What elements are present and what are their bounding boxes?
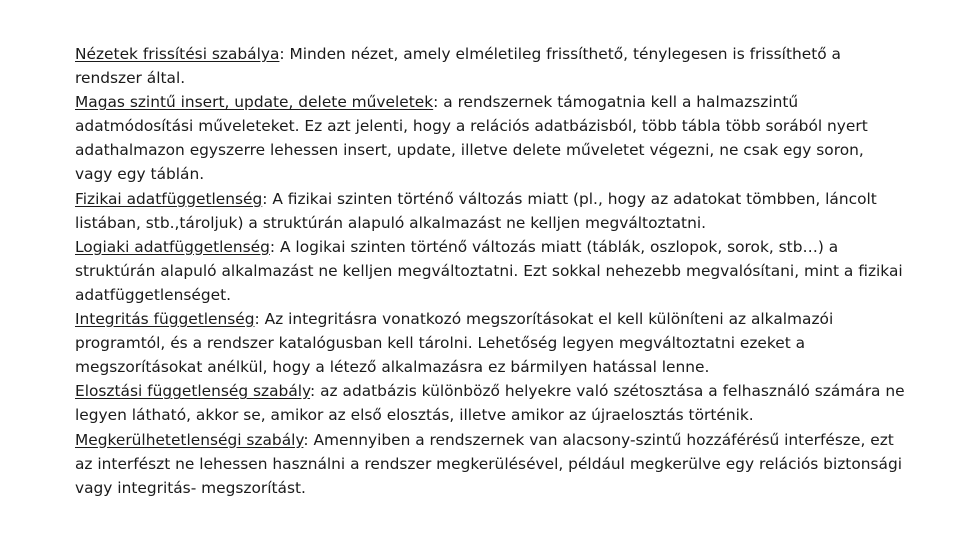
rule-distribution-independence — [75, 379, 905, 427]
rule-integrity-independence — [75, 307, 905, 379]
rule-text: : Az integritásra vonatkozó megszorításokat el kell különíteni az alkalmazói programtól, és a rendszer katalógusban kell tárolni. Lehetőség legyen megváltoztatni ezeket a megszorításokat anélkül, hogy a létező alkalmazásra ez bármilyen hatással lenne. — [75, 310, 834, 377]
rule-text: : a rendszernek támogatnia kell a halmazszintű adatmódosítási műveleteket. Ez azt jelenti, hogy a relációs adatbázisból, több tábla több sorából nyert adathalmazon egyszerre lehessen insert, update, illetve delete műveletet végezni, ne csak egy soron, vagy egy táblán. — [75, 93, 868, 184]
rule-text: : A logikai szinten történő változás miatt (táblák, oszlopok, sorok, stb…) a struktúrán alapuló alkalmazást ne kelljen megváltoztatni. Ezt sokkal nehezebb megvalósítani, mint a fizikai adatfüggetlenséget. — [75, 237, 903, 304]
rule-term: Integritás függetlenség — [75, 310, 255, 329]
rule-view-update — [75, 42, 905, 90]
rule-text: : Amennyiben a rendszernek van alacsony-szintű hozzáférésű interfésze, ezt az interfészt ne lehessen használni a rendszer megkerülésével, például megkerülve egy relációs biztonsági vagy integritás- megszorítást. — [75, 430, 903, 497]
rule-term: Megkerülhetetlenségi szabály — [75, 430, 304, 449]
rule-term: Logiaki adatfüggetlenség — [75, 237, 270, 256]
rule-term: Magas szintű insert, update, delete műveletek — [75, 93, 434, 112]
rule-text: : A fizikai szinten történő változás miatt (pl., hogy az adatokat tömbben, láncolt listában, stb.,tároljuk) a struktúrán alapuló alkalmazást ne kelljen megváltoztatni. — [75, 189, 877, 232]
rule-physical-independence — [75, 187, 905, 235]
rule-term: Nézetek frissítési szabálya — [75, 45, 280, 63]
rule-text: : az adatbázis különböző helyekre való szétosztása a felhasználó számára ne legyen látható, akkor se, amikor az első elosztás, illetve amikor az újraelosztás történik. — [75, 382, 905, 425]
rule-text: : Minden nézet, amely elméletileg frissíthető, ténylegesen is frissíthető a rendszer által. — [75, 45, 841, 88]
rule-high-level-operations — [75, 90, 905, 186]
rule-term: Elosztási függetlenség szabály — [75, 382, 311, 401]
rule-term: Fizikai adatfüggetlenség — [75, 189, 263, 208]
rule-nonsubversion — [75, 428, 905, 500]
slide-body — [75, 42, 905, 500]
rule-logical-independence — [75, 235, 905, 307]
